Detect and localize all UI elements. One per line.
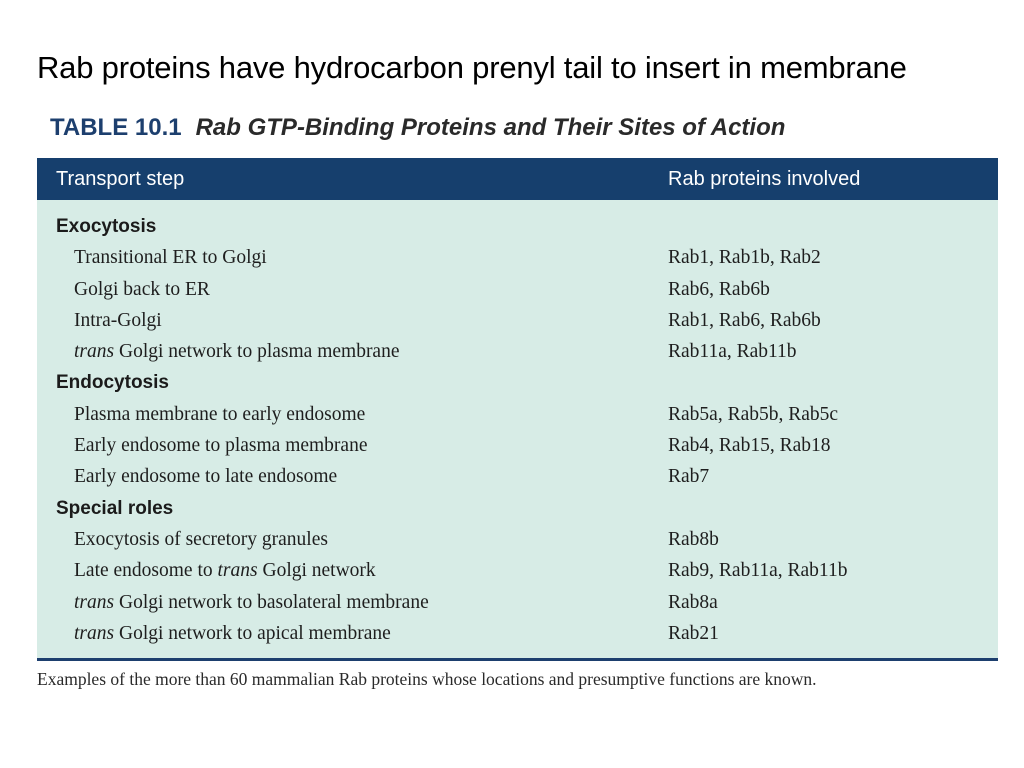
rab-proteins-cell: Rab4, Rab15, Rab18 (668, 435, 831, 457)
table-row (37, 243, 998, 274)
rab-proteins-cell: Rab1, Rab1b, Rab2 (668, 247, 821, 269)
step-text: Plasma membrane to early endosome (74, 403, 366, 425)
table-body (37, 200, 998, 650)
step-text-italic: trans (217, 560, 258, 582)
rab-proteins-cell: Rab8a (668, 591, 718, 613)
table-group-row (37, 368, 998, 399)
table-row (37, 306, 998, 337)
table-row (37, 275, 998, 306)
table-title: Rab GTP-Binding Proteins and Their Sites of Action (195, 114, 786, 141)
table-caption (50, 114, 785, 142)
rab-table (37, 158, 998, 661)
table-group-row (37, 212, 998, 243)
table-row (37, 588, 998, 619)
step-text: Transitional ER to Golgi (74, 247, 267, 269)
transport-step-cell (74, 247, 267, 269)
header-transport-step: Transport step (56, 168, 185, 190)
step-text-italic: trans (74, 622, 115, 644)
table-group-row (37, 494, 998, 525)
transport-step-cell (74, 466, 337, 488)
step-text: Golgi back to ER (74, 278, 210, 300)
transport-step-cell (74, 560, 376, 582)
step-text: Golgi network to plasma membrane (114, 341, 400, 363)
rab-proteins-cell: Rab1, Rab6, Rab6b (668, 309, 821, 331)
transport-step-cell (74, 435, 368, 457)
step-text-italic: trans (74, 341, 115, 363)
transport-step-cell (74, 404, 365, 426)
step-text-pre: Late endosome to (74, 560, 218, 582)
step-text: Exocytosis of secretory granules (74, 528, 328, 550)
step-text: Golgi network (257, 560, 376, 582)
step-text: Early endosome to late endosome (74, 466, 338, 488)
rab-proteins-cell: Rab11a, Rab11b (668, 341, 797, 363)
step-text: Early endosome to plasma membrane (74, 435, 368, 457)
transport-step-cell (74, 279, 210, 301)
table-row (37, 556, 998, 587)
slide-title: Rab proteins have hydrocarbon prenyl tail to insert in membrane (37, 50, 907, 85)
rab-proteins-cell: Rab8b (668, 528, 719, 550)
step-text: Golgi network to basolateral membrane (114, 591, 429, 613)
table-row (37, 431, 998, 462)
transport-step-cell (74, 623, 391, 645)
rab-proteins-cell: Rab6, Rab6b (668, 278, 770, 300)
transport-step-cell (74, 341, 400, 363)
table-number: TABLE 10.1 (50, 114, 182, 141)
rab-proteins-cell: Rab7 (668, 466, 710, 488)
table-row (37, 525, 998, 556)
step-text: Intra-Golgi (74, 309, 162, 331)
rab-proteins-cell: Rab21 (668, 622, 719, 644)
table-row (37, 462, 998, 493)
rab-proteins-cell: Rab5a, Rab5b, Rab5c (668, 403, 839, 425)
table-row (37, 337, 998, 368)
rab-proteins-cell: Rab9, Rab11a, Rab11b (668, 560, 848, 582)
group-label: Exocytosis (56, 216, 157, 237)
header-rab-proteins: Rab proteins involved (668, 168, 861, 190)
group-label: Endocytosis (56, 372, 169, 394)
table-row (37, 400, 998, 431)
transport-step-cell (74, 592, 429, 614)
step-text: Golgi network to apical membrane (114, 622, 391, 644)
step-text-italic: trans (74, 591, 115, 613)
table-footnote: Examples of the more than 60 mammalian Rab proteins whose locations and presumptive functions are known. (37, 669, 817, 689)
table-row (37, 619, 998, 650)
transport-step-cell (74, 529, 328, 551)
group-label: Special roles (56, 497, 174, 519)
transport-step-cell (74, 310, 162, 332)
table-header (37, 158, 998, 200)
